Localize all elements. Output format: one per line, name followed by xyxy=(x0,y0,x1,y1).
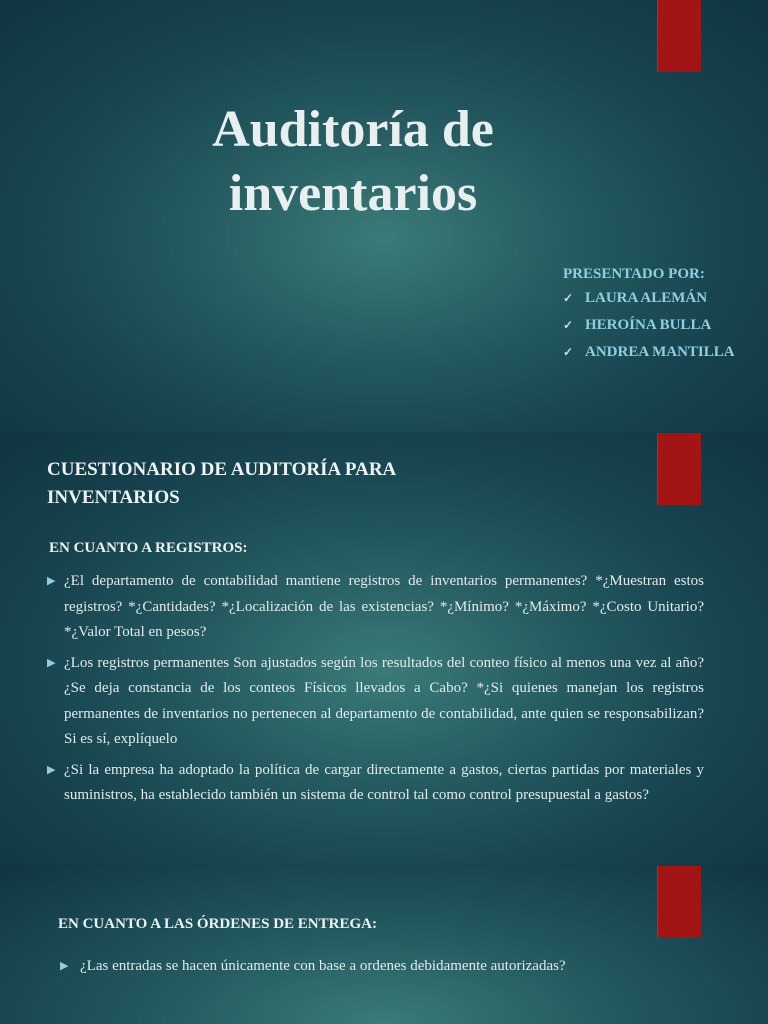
red-accent-tab xyxy=(657,0,701,72)
presenter-item xyxy=(563,343,763,362)
red-accent-tab xyxy=(657,866,701,938)
question-text: ¿Los registros permanentes Son ajustados según los resultados del conteo físico al menos una vez al año? ¿Se deja constancia de los conteos Físicos llevados a Cabo? *¿Si quienes manejan los registros permanentes de inventarios no pertenecen al departamento de contabilidad, ante quien se responsabilizan? Si es sí, explíquelo xyxy=(64,654,704,747)
question-item xyxy=(47,651,704,753)
presenter-item xyxy=(563,316,763,335)
question-text: ¿Las entradas se hacen únicamente con base a ordenes debidamente autorizadas? xyxy=(80,958,566,974)
triangle-bullet-icon: ▶ xyxy=(47,656,56,669)
question-item xyxy=(60,951,642,982)
check-icon: ✓ xyxy=(563,345,574,359)
presenters-list xyxy=(563,289,763,362)
title-slide xyxy=(0,0,768,432)
triangle-bullet-icon: ▶ xyxy=(60,960,69,972)
check-icon: ✓ xyxy=(563,291,574,305)
question-item xyxy=(47,569,704,646)
records-subheading: EN CUANTO A REGISTROS: xyxy=(49,540,248,556)
question-text: ¿Si la empresa ha adoptado la política de cargar directamente a gastos, ciertas partidas por materiales y suministros, ha establecido también un sistema de control tal como control presupuestal a gastos? xyxy=(64,761,704,803)
presentation-title: Auditoría de inventarios xyxy=(212,101,494,222)
questionnaire-slide xyxy=(0,432,768,864)
delivery-question-list xyxy=(60,951,642,982)
delivery-orders-subheading: EN CUANTO A LAS ÓRDENES DE ENTREGA: xyxy=(58,916,377,932)
records-question-list xyxy=(47,569,704,814)
question-item xyxy=(47,758,704,809)
presenter-name: ANDREA MANTILLA xyxy=(585,344,735,360)
presenter-name: HEROÍNA BULLA xyxy=(585,317,712,333)
red-accent-tab xyxy=(657,433,701,505)
presenter-item xyxy=(563,289,763,308)
presenters-block xyxy=(563,266,763,370)
presenters-heading: PRESENTADO POR: xyxy=(563,266,705,282)
triangle-bullet-icon: ▶ xyxy=(47,763,56,776)
presenter-name: LAURA ALEMÁN xyxy=(585,290,708,306)
triangle-bullet-icon: ▶ xyxy=(47,575,56,587)
delivery-orders-slide xyxy=(0,864,768,1024)
question-text: ¿El departamento de contabilidad mantiene registros de inventarios permanentes? *¿Muestran estos registros? *¿Cantidades? *¿Localización de las existencias? *¿Mínimo? *¿Máximo? *¿Costo Unitario? *¿Valor Total en pesos? xyxy=(64,573,704,640)
check-icon: ✓ xyxy=(563,318,574,332)
section-title: CUESTIONARIO DE AUDITORÍA PARA INVENTARIOS xyxy=(47,459,396,508)
